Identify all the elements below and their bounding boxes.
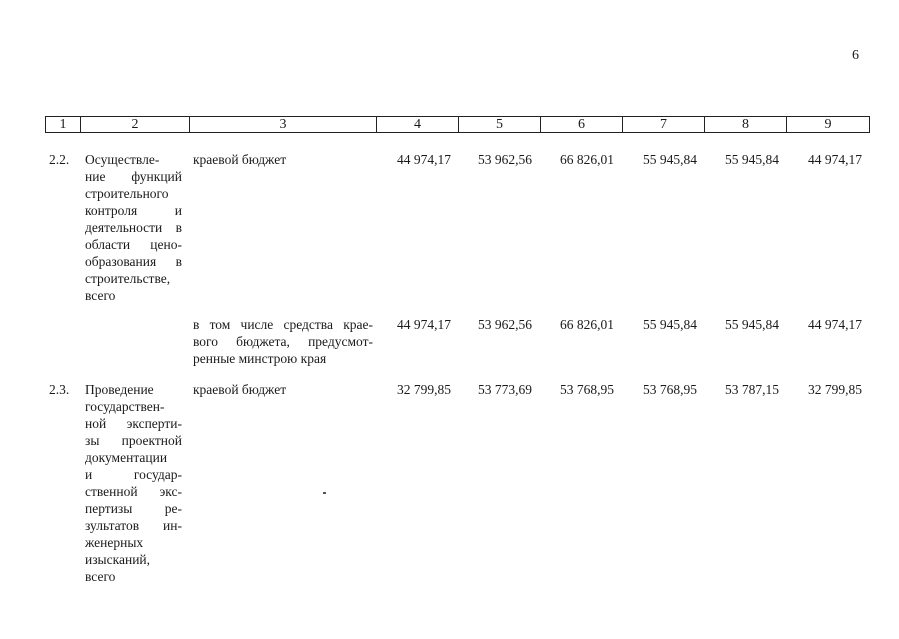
value-cell: 55 945,84	[643, 152, 697, 167]
value-cell: 66 826,01	[560, 152, 614, 167]
value-cell: 44 974,17	[397, 317, 451, 332]
row-number: 2.3.	[49, 382, 70, 397]
value-cell: 55 945,84	[725, 317, 779, 332]
value-cell: 55 945,84	[643, 317, 697, 332]
row-name-line: зы проектной	[85, 433, 182, 448]
value-cell: 32 799,85	[808, 382, 862, 397]
column-header: 2	[81, 117, 190, 133]
column-header: 7	[623, 117, 705, 133]
value-cell: 53 768,95	[560, 382, 614, 397]
funding-source-line: краевой бюджет	[193, 152, 287, 167]
row-name-line: государствен-	[85, 399, 165, 414]
column-header: 5	[459, 117, 541, 133]
value-cell: 66 826,01	[560, 317, 614, 332]
value-cell: 44 974,17	[397, 152, 451, 167]
value-cell: 32 799,85	[397, 382, 451, 397]
row-name-line: всего	[85, 288, 116, 303]
funding-source-line: ренные минстрою края	[193, 351, 327, 366]
funding-source-line: в том числе средства крае-	[193, 317, 373, 332]
row-name	[85, 381, 182, 585]
funding-source	[193, 151, 373, 168]
page-number: 6	[852, 48, 859, 63]
row-name	[85, 151, 182, 304]
value-cell: 53 962,56	[478, 152, 532, 167]
value-cell: 53 962,56	[478, 317, 532, 332]
row-name-line: и государ-	[85, 467, 182, 482]
row-name-line: документации	[85, 450, 168, 465]
funding-source	[193, 316, 373, 367]
row-name-line: контроля и	[85, 203, 182, 218]
value-cell: 53 768,95	[643, 382, 697, 397]
row-name-line: изысканий,	[85, 552, 151, 567]
row-name-line: ние функций	[85, 169, 182, 184]
funding-source	[193, 381, 373, 398]
column-header: 6	[541, 117, 623, 133]
column-header: 4	[377, 117, 459, 133]
column-header: 9	[787, 117, 870, 133]
row-name-line: образования в	[85, 254, 182, 269]
column-header-table	[45, 116, 870, 133]
value-cell: 53 787,15	[725, 382, 779, 397]
funding-source-line: вого бюджета, предусмот-	[193, 334, 373, 349]
column-header: 8	[705, 117, 787, 133]
row-name-line: ственной экс-	[85, 484, 182, 499]
row-name-line: Осуществле-	[85, 152, 160, 167]
row-name-line: строительстве,	[85, 271, 171, 286]
column-header: 3	[190, 117, 377, 133]
row-name-line: деятельности в	[85, 220, 182, 235]
row-name-line: женерных	[85, 535, 144, 550]
row-name-line: ной эксперти-	[85, 416, 182, 431]
value-cell: 44 974,17	[808, 317, 862, 332]
scan-speck	[323, 492, 326, 494]
value-cell: 55 945,84	[725, 152, 779, 167]
column-header-row	[46, 117, 870, 133]
row-name-line: зультатов ин-	[85, 518, 182, 533]
row-name-line: Проведение	[85, 382, 154, 397]
row-name-line: пертизы ре-	[85, 501, 182, 516]
value-cell: 53 773,69	[478, 382, 532, 397]
value-cell: 44 974,17	[808, 152, 862, 167]
column-header: 1	[46, 117, 81, 133]
funding-source-line: краевой бюджет	[193, 382, 287, 397]
row-name-line: строительного	[85, 186, 169, 201]
row-name-line: всего	[85, 569, 116, 584]
row-name-line: области цено-	[85, 237, 182, 252]
row-number: 2.2.	[49, 152, 70, 167]
